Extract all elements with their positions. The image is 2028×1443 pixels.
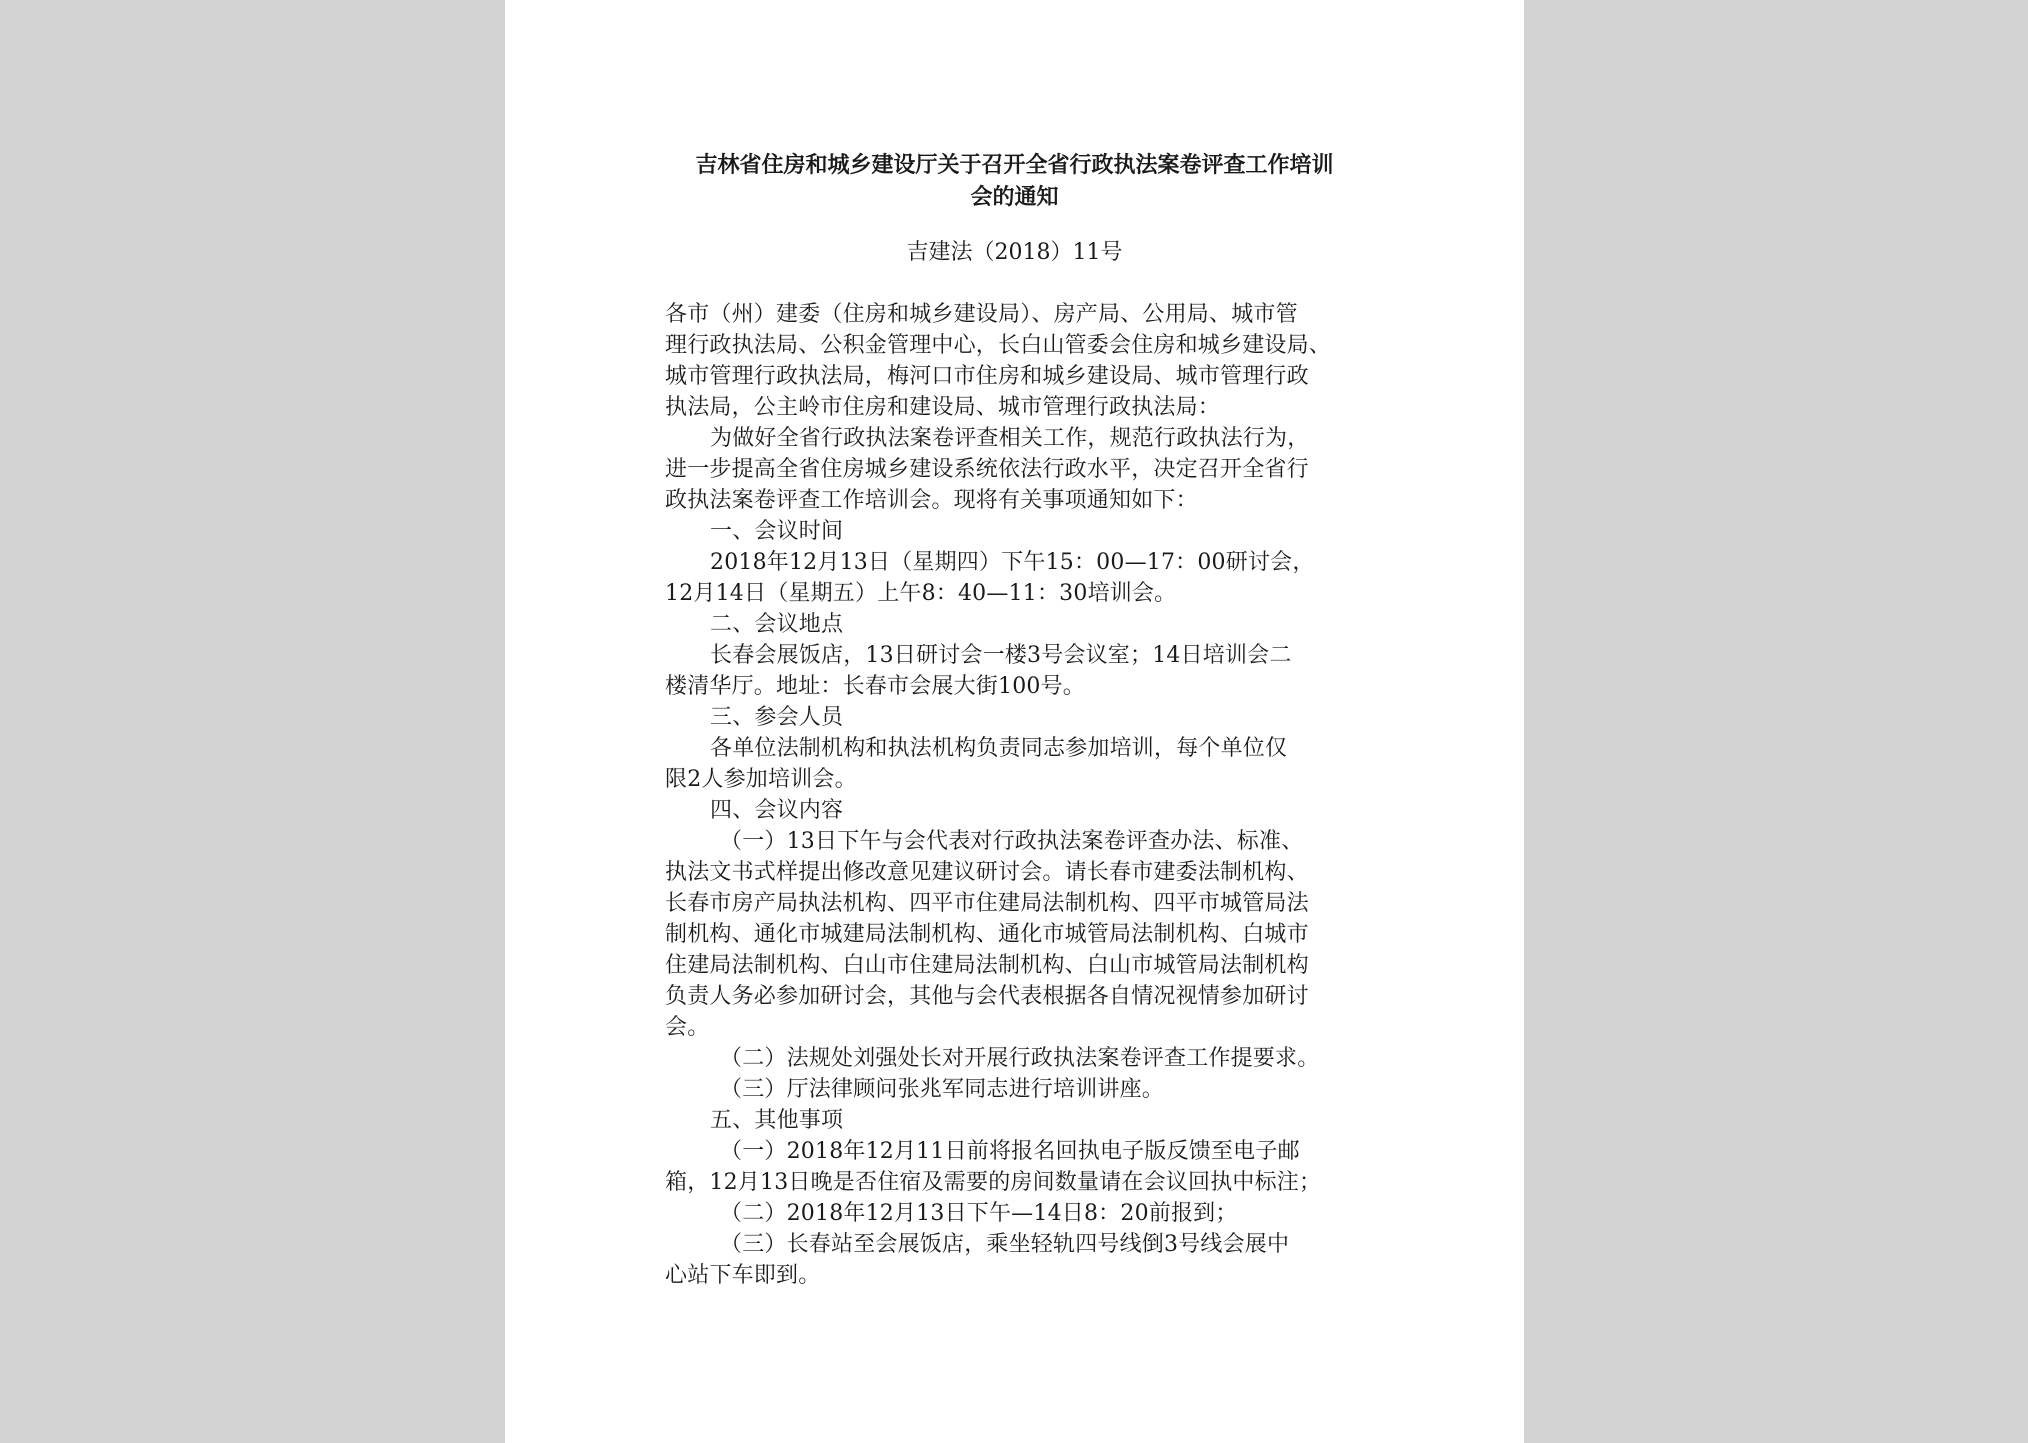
body-line: （一）13日下午与会代表对行政执法案卷评查办法、标准、 xyxy=(720,829,1304,854)
body-line: 一、会议时间 xyxy=(710,519,844,544)
body-line: 执法局，公主岭市住房和建设局、城市管理行政执法局： xyxy=(665,395,1221,420)
body-line: 各单位法制机构和执法机构负责同志参加培训，每个单位仅 xyxy=(710,736,1288,761)
body-line: 各市（州）建委（住房和城乡建设局）、房产局、公用局、城市管 xyxy=(665,302,1298,327)
body-line: 城市管理行政执法局，梅河口市住房和城乡建设局、城市管理行政 xyxy=(665,364,1309,389)
body-line: 政执法案卷评查工作培训会。现将有关事项通知如下： xyxy=(665,488,1198,513)
body-line: 2018年12月13日（星期四）下午15：00—17：00研讨会， xyxy=(710,550,1315,575)
body-line: （三）厅法律顾问张兆军同志进行培训讲座。 xyxy=(720,1077,1165,1102)
body-line: 制机构、通化市城建局法制机构、通化市城管局法制机构、白城市 xyxy=(665,922,1309,947)
body-line: 限2人参加培训会。 xyxy=(665,767,857,792)
title-line: 会的通知 xyxy=(970,185,1059,210)
body-line: 进一步提高全省住房城乡建设系统依法行政水平，决定召开全省行 xyxy=(665,457,1309,482)
body-line: 为做好全省行政执法案卷评查相关工作，规范行政执法行为， xyxy=(710,426,1310,451)
body-line: 四、会议内容 xyxy=(710,798,844,823)
title-line: 吉林省住房和城乡建设厅关于召开全省行政执法案卷评查工作培训 xyxy=(695,153,1334,178)
body-line: 住建局法制机构、白山市住建局法制机构、白山市城管局法制机构 xyxy=(665,953,1309,978)
body-line: 执法文书式样提出修改意见建议研讨会。请长春市建委法制机构、 xyxy=(665,860,1309,885)
body-line: 二、会议地点 xyxy=(710,612,844,637)
body-line: 五、其他事项 xyxy=(710,1108,844,1133)
body-line: （三）长春站至会展饭店，乘坐轻轨四号线倒3号线会展中 xyxy=(720,1232,1290,1257)
body-line: 心站下车即到。 xyxy=(665,1263,821,1288)
body-line: 会。 xyxy=(665,1015,710,1040)
body-line: 12月14日（星期五）上午8：40—11：30培训会。 xyxy=(665,581,1177,606)
document-number: 吉建法（2018）11号 xyxy=(906,240,1123,265)
body-line: （二）2018年12月13日下午—14日8：20前报到； xyxy=(720,1201,1238,1226)
body-line: （二）法规处刘强处长对开展行政执法案卷评查工作提要求。 xyxy=(720,1046,1320,1071)
body-line: 长春市房产局执法机构、四平市住建局法制机构、四平市城管局法 xyxy=(665,891,1309,916)
body-line: 长春会展饭店，13日研讨会一楼3号会议室；14日培训会二 xyxy=(710,643,1292,668)
body-line: 箱，12月13日晚是否住宿及需要的房间数量请在会议回执中标注； xyxy=(665,1170,1322,1195)
body-line: 负责人务必参加研讨会，其他与会代表根据各自情况视情参加研讨 xyxy=(665,984,1309,1009)
document-body xyxy=(665,299,1405,1291)
document-page xyxy=(505,0,1524,1443)
body-line: 理行政执法局、公积金管理中心，长白山管委会住房和城乡建设局、 xyxy=(665,333,1332,358)
document-title xyxy=(505,150,1524,214)
body-line: （一）2018年12月11日前将报名回执电子版反馈至电子邮 xyxy=(720,1139,1300,1164)
body-line: 楼清华厅。地址：长春市会展大街100号。 xyxy=(665,674,1085,699)
body-line: 三、参会人员 xyxy=(710,705,844,730)
